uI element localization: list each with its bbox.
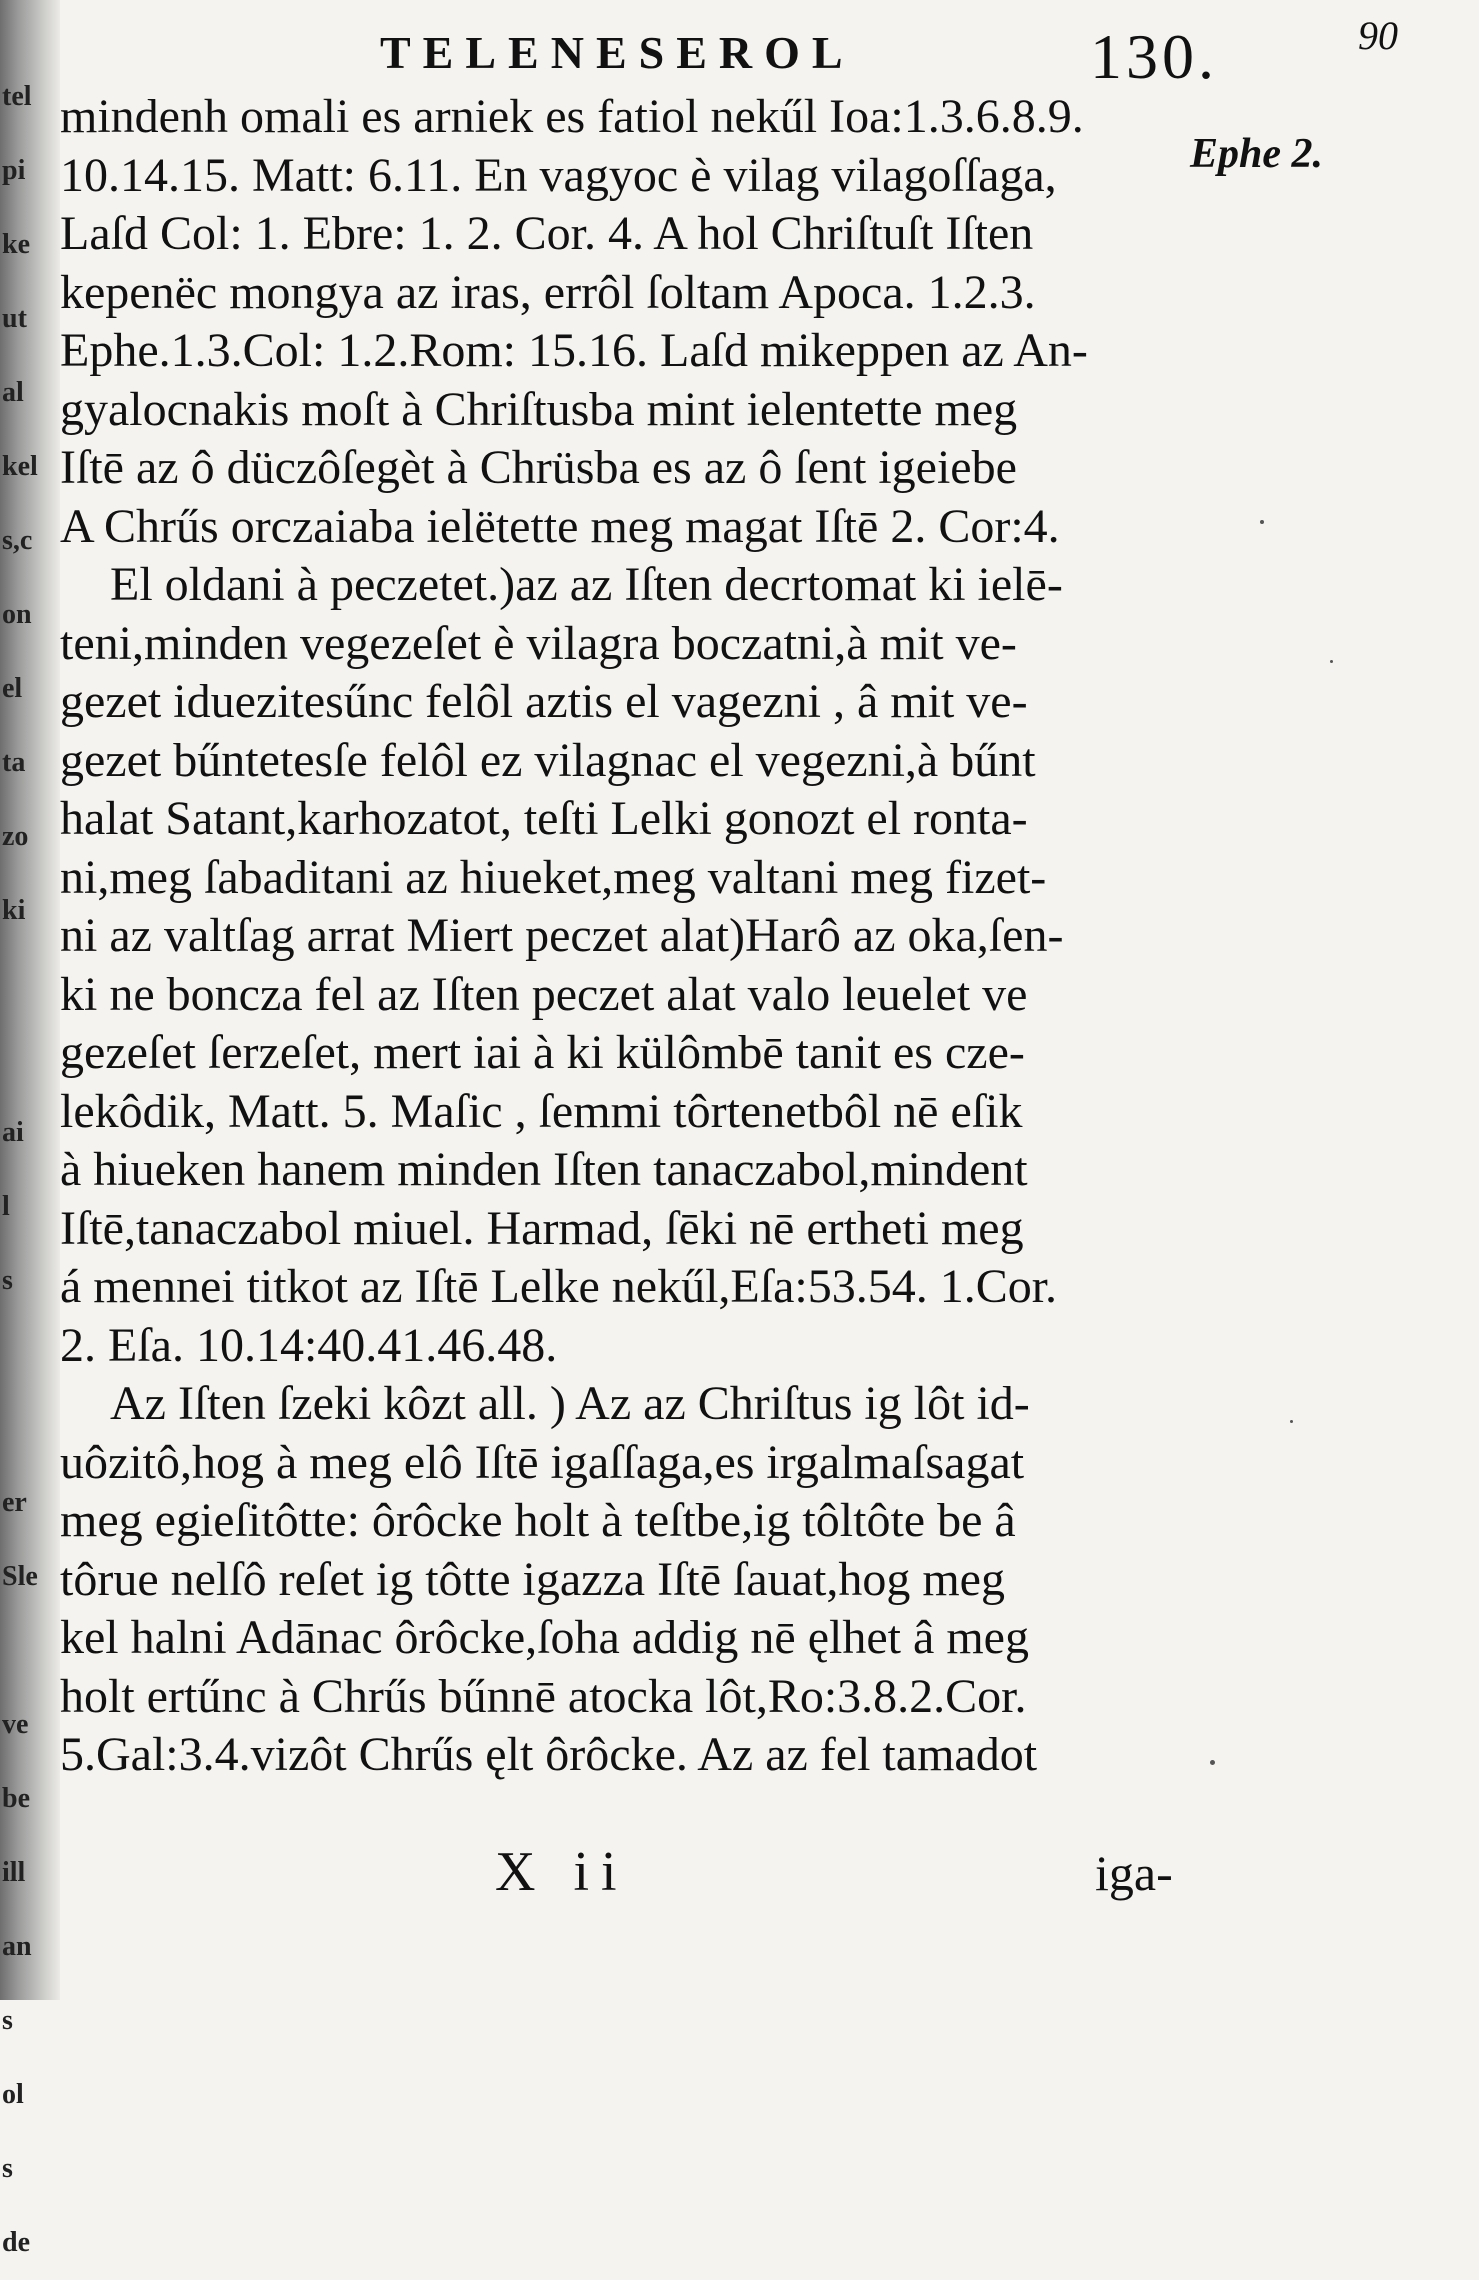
text-line: ni az valtſag arrat Miert peczet alat)Harô az oka,ſen-	[60, 909, 1064, 962]
body-text	[60, 88, 1180, 1785]
text-line: gezet bűntetesſe felôl ez vilagnac el vegezni,à bűnt	[60, 733, 1036, 787]
gutter-fragment: ve	[2, 1709, 29, 1740]
text-line: uôzitô,hog à meg elô Iſtē igaſſaga,es irgalmaſsagat	[60, 1435, 1025, 1489]
gutter-fragment	[2, 1022, 32, 1096]
page-header	[360, 18, 1260, 98]
text-line: meg egieſitôtte: ôrôcke holt à teſtbe,ig tôltôte be â	[60, 1494, 1016, 1547]
text-line: Ephe.1.3.Col: 1.2.Rom: 15.16. Laſd mikeppen az An-	[60, 324, 1088, 377]
paper-speck	[1210, 1760, 1215, 1765]
text-line: Iſtē az ô düczôſegèt à Chrüsba es az ô ſent igeiebe	[60, 441, 1017, 494]
gutter-fragment: s,c	[2, 525, 33, 556]
text-line: Az Iſten ſzeki kôzt all. ) Az az Chriſtus ig lôt id-	[110, 1377, 1030, 1430]
text-line: holt ertűnc à Chrűs bűnnē atocka lôt,Ro:3.8.2.Cor.	[60, 1669, 1027, 1723]
gutter-fragment: ill	[2, 1857, 26, 1888]
text-line: 2. Eſa. 10.14:40.41.46.48.	[60, 1318, 558, 1372]
gutter-fragment	[2, 948, 32, 1022]
text-line: A Chrűs orczaiaba ielëtette meg magat Iſtē 2. Cor:4.	[60, 499, 1060, 553]
text-line: gezet iduezitesűnc felôl aztis el vagezni , â mit ve-	[60, 675, 1028, 728]
gutter-fragment: s	[2, 2153, 13, 2184]
text-line: kel halni Adānac ôrôcke,ſoha addig nē ęlhet â meg	[60, 1611, 1029, 1664]
text-line: Laſd Col: 1. Ebre: 1. 2. Cor. 4. A hol Chriſtuſt Iſten	[60, 207, 1034, 260]
gutter-fragment: Sle	[2, 1561, 38, 1592]
text-line: á mennei titkot az Iſtē Lelke nekűl,Eſa:53.54. 1.Cor.	[60, 1260, 1058, 1313]
text-line: kepenëc mongya az iras, errôl ſoltam Apoca. 1.2.3.	[60, 265, 1036, 319]
text-line: halat Satant,karhozatot, teſti Lelki gonozt el ronta-	[60, 792, 1028, 845]
text-line: gezeſet ſerzeſet, mert iai à ki külômbē tanit es cze-	[60, 1026, 1025, 1079]
text-line: teni,minden vegezeſet è vilagra boczatni,à mit ve-	[60, 616, 1017, 670]
gutter-fragment: an	[2, 1931, 32, 1962]
signature-mark: X ii	[495, 1841, 629, 1903]
running-title: TELENESEROL	[380, 27, 855, 78]
gutter-fragment: ut	[2, 303, 27, 334]
text-line: Iſtē,tanaczabol miuel. Harmad, ſēki nē ertheti meg	[60, 1201, 1024, 1255]
text-line: ki ne boncza fel az Iſten peczet alat valo leuelet ve	[60, 967, 1028, 1021]
gutter-fragment: s	[2, 1265, 13, 1296]
text-line: El oldani à peczetet.)az az Iſten decrtomat ki ielē-	[110, 558, 1063, 611]
gutter-fragment: ai	[2, 1117, 24, 1148]
text-line: 10.14.15. Matt: 6.11. En vagyoc è vilag vilagoſſaga,	[60, 148, 1057, 202]
gutter-fragment: l	[2, 1191, 10, 1222]
gutter-fragment	[2, 1392, 32, 1466]
margin-note: Ephe 2.	[1190, 131, 1324, 177]
gutter-fragment: de	[2, 2227, 30, 2258]
text-line: 5.Gal:3.4.vizôt Chrűs ęlt ôrôcke. Az az fel tamadot	[60, 1728, 1038, 1781]
paper-speck	[1330, 660, 1333, 663]
gutter-fragment: pi	[2, 155, 26, 186]
gutter-fragment: s	[2, 2005, 13, 2036]
gutter-fragment: zo	[2, 821, 29, 852]
page-number: 130.	[1090, 21, 1218, 92]
text-line: ni,meg ſabaditani az hiueket,meg valtani meg fizet-	[60, 850, 1047, 904]
text-line: gyalocnakis moſt à Chriſtusba mint ielentette meg	[60, 382, 1018, 436]
paper-speck	[1260, 520, 1264, 524]
text-line: lekôdik, Matt. 5. Maſic , ſemmi tôrtenetbôl nē eſik	[60, 1084, 1023, 1138]
gutter-fragment: ke	[2, 229, 30, 260]
text-line: tôrue nelſô reſet ig tôtte igazza Iſtē ſauat,hog meg	[60, 1552, 1005, 1606]
handwritten-page-number: 90	[1358, 13, 1398, 58]
gutter-fragment: ta	[2, 747, 26, 778]
gutter-fragment: tel	[2, 81, 32, 112]
gutter-fragment: al	[2, 377, 24, 408]
text-line: mindenh omali es arniek es fatiol nekűl Ioa:1.3.6.8.9.	[60, 90, 1084, 143]
catchword: iga-	[1095, 1845, 1173, 1901]
gutter-fragment: be	[2, 1783, 30, 1814]
gutter-fragment: kel	[2, 451, 38, 482]
gutter-fragment	[2, 1614, 32, 1688]
gutter-fragment	[2, 1318, 32, 1392]
gutter-fragment: ki	[2, 895, 26, 926]
gutter-text-fragments	[2, 60, 38, 2280]
page-footer	[0, 1840, 1479, 1910]
gutter-fragment: on	[2, 599, 32, 630]
page-gutter-shadow	[0, 0, 60, 2258]
gutter-fragment: er	[2, 1487, 27, 1518]
gutter-fragment: el	[2, 673, 23, 704]
paper-speck	[1290, 1420, 1293, 1423]
gutter-fragment: ol	[2, 2079, 24, 2110]
text-line: à hiueken hanem minden Iſten tanaczabol,mindent	[60, 1143, 1028, 1196]
